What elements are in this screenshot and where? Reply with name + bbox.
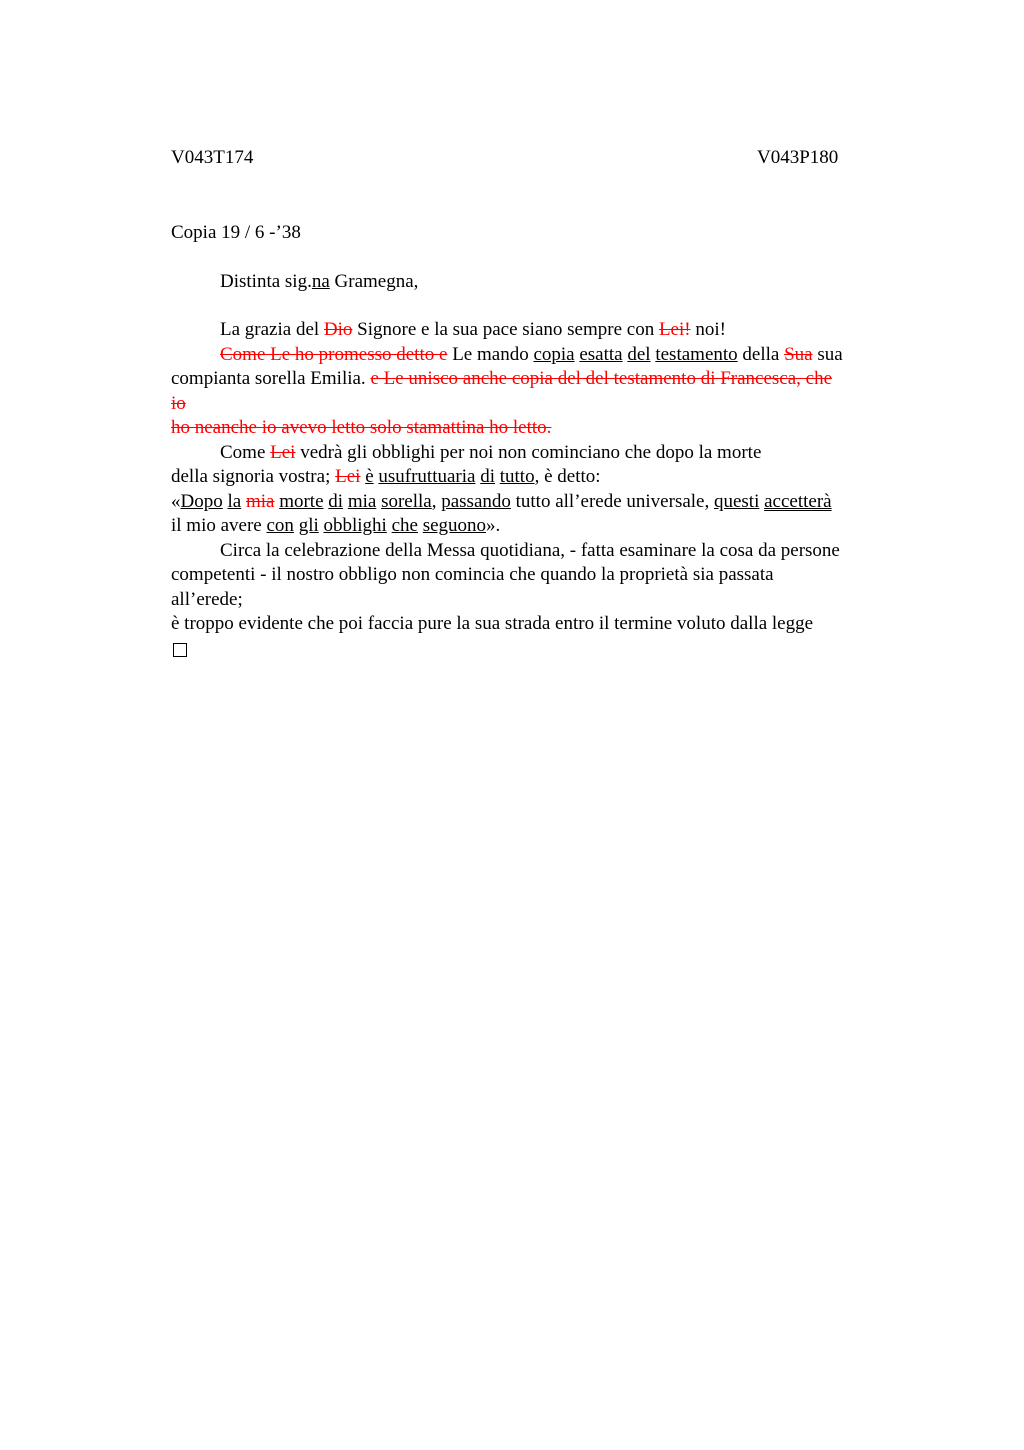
- underlined-word: del: [627, 343, 651, 365]
- deleted-text: Sua: [784, 343, 813, 365]
- underlined-word: na: [311, 270, 330, 292]
- underlined-word: di: [480, 466, 495, 487]
- underlined-word: è: [365, 466, 374, 487]
- deleted-text: e Le unisco anche copia del del testamento di Francesca, che: [370, 368, 833, 389]
- deleted-text: Lei: [270, 441, 296, 463]
- deleted-text: Come Le ho promesso detto e: [220, 343, 448, 365]
- deleted-text: ho neanche io avevo letto solo stamattina ho letto.: [171, 417, 552, 438]
- underlined-word: sorella: [381, 490, 432, 512]
- paragraph-1-line-4: [171, 416, 901, 441]
- paragraph-1-line-2: [171, 367, 901, 392]
- text-run: «: [171, 490, 181, 512]
- deleted-text: Dio: [323, 319, 353, 340]
- underlined-word: mia: [347, 490, 377, 512]
- paragraph-2-line-2: [171, 465, 901, 490]
- text-run: tutto all’erede universale,: [510, 490, 714, 512]
- underlined-word: obblighi: [323, 515, 387, 536]
- salutation: [171, 270, 901, 295]
- underlined-word: di: [328, 490, 344, 512]
- text-run: sua: [812, 343, 843, 365]
- text-run: Come: [220, 441, 271, 463]
- paragraph-2-line-1: [171, 441, 901, 466]
- paragraph-1-line-1: [171, 343, 901, 368]
- text-run: compianta sorella Emilia.: [171, 368, 371, 389]
- document-code-left: V043T174: [171, 147, 254, 168]
- text-run: ».: [486, 515, 501, 536]
- underlined-word: usufruttuaria: [378, 466, 476, 487]
- deleted-text: Lei!: [658, 319, 691, 340]
- text-run: Signore e la sua pace siano sempre con: [352, 319, 659, 340]
- underlined-word: la: [227, 490, 242, 512]
- empty-box-icon: [173, 643, 187, 657]
- deleted-text: Lei: [335, 466, 361, 487]
- paragraph-2-line-4: [171, 514, 901, 539]
- paragraph-3-line-1: Circa la celebrazione della Messa quotidiana, - fatta esaminare la cosa da persone: [220, 539, 840, 561]
- deleted-text: io: [171, 392, 186, 414]
- underlined-word: testamento: [655, 343, 738, 365]
- text-run: vedrà gli obblighi per noi non cominciano che dopo la morte: [295, 441, 762, 463]
- underlined-word: questi: [713, 490, 760, 512]
- double-underlined-word: accetterà: [764, 490, 832, 512]
- end-marker-line: [171, 637, 901, 665]
- document-code-right: V043P180: [757, 147, 839, 168]
- underlined-word: tutto: [499, 466, 535, 487]
- salutation-text: Gramegna,: [329, 270, 419, 292]
- deleted-text: mia: [245, 490, 275, 512]
- underlined-word: esatta: [579, 343, 623, 365]
- underlined-word: con: [266, 515, 294, 536]
- paragraph-1-line-3: [171, 392, 901, 417]
- underlined-word: Dopo: [180, 490, 223, 512]
- underlined-word: gli: [298, 515, 319, 536]
- underlined-word: morte: [279, 490, 324, 512]
- text-run: , è detto:: [534, 466, 601, 487]
- text-run: della: [737, 343, 785, 365]
- paragraph-2-line-3: «Dopo la mia morte di mia sorella, passando tutto all’erede universale, questi accetterà: [171, 490, 832, 512]
- letter-body: [171, 221, 901, 664]
- date-line: Copia 19 / 6 -’38: [171, 222, 301, 243]
- underlined-word: passando: [441, 490, 511, 512]
- paragraph-3-line-4: è troppo evidente che poi faccia pure la sua strada entro il termine voluto dalla legge: [171, 613, 814, 634]
- text-run: il mio avere: [171, 515, 267, 536]
- text-run: Le mando: [447, 343, 534, 365]
- paragraph-3-line-2: competenti - il nostro obbligo non comincia che quando la proprietà sia passata: [171, 564, 774, 585]
- underlined-word: che: [391, 515, 418, 536]
- underlined-word: seguono: [422, 515, 487, 536]
- greeting-line: [171, 318, 901, 343]
- text-run: La grazia del: [220, 319, 324, 340]
- salutation-text: Distinta sig.: [220, 270, 312, 292]
- text-run: della signoria vostra;: [171, 466, 336, 487]
- text-run: noi!: [690, 319, 726, 340]
- paragraph-3-line-3: all’erede;: [171, 588, 243, 610]
- underlined-word: copia: [533, 343, 575, 365]
